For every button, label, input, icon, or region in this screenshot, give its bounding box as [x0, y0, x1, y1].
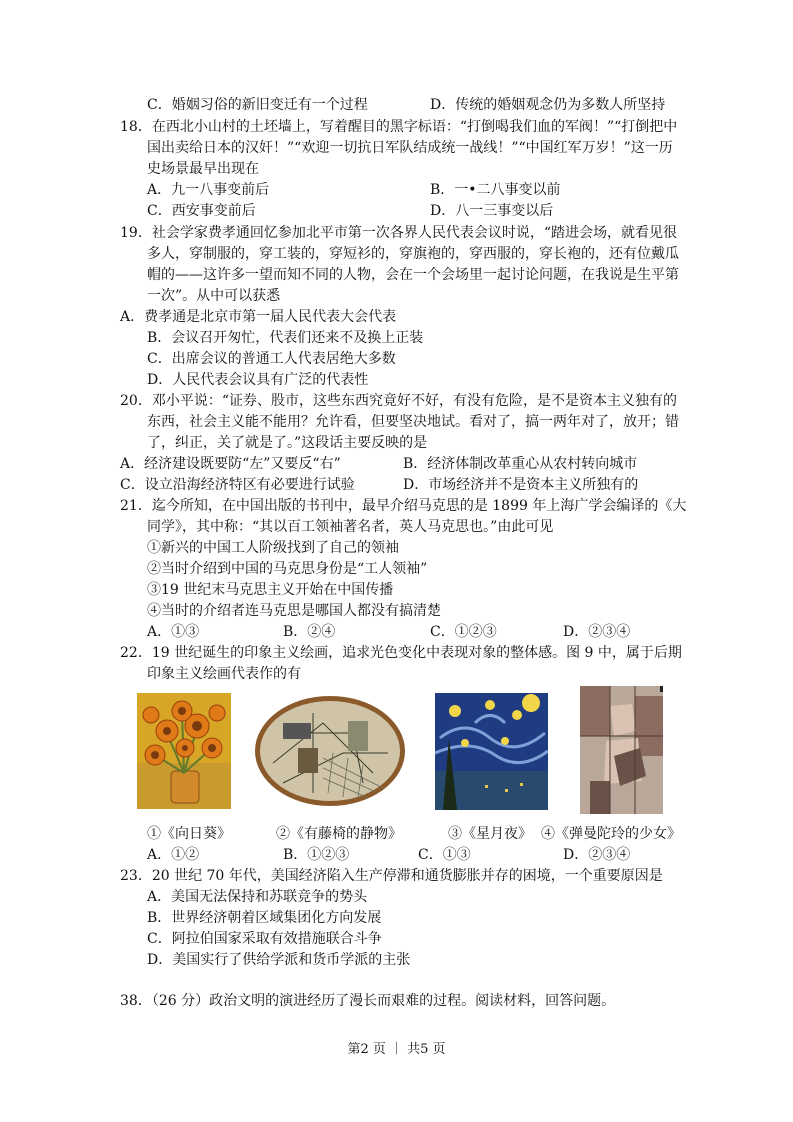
q22-caption-4: ④《弹曼陀玲的少女》: [541, 826, 681, 842]
q22-option-b: B．①②③: [283, 847, 350, 863]
q18-option-c: C．西安事变前后: [147, 203, 256, 219]
q21-option-a: A．①③: [147, 624, 200, 640]
still-life-chair-caning-painting: [253, 693, 408, 810]
q19-stem-line-1: 19．社会学家费孝通回忆参加北平市第一次各界人民代表会议时说，“踏进会场，就看见很: [120, 225, 677, 241]
q20-stem-line-1: 20．邓小平说：“证券、股市，这些东西究竟好不好，有没有危险，是不是资本主义独有的: [120, 393, 677, 409]
q20-option-a: A．经济建设既要防“左”又要反“右”: [120, 456, 341, 472]
q23-option-d: D．美国实行了供给学派和货币学派的主张: [147, 952, 411, 968]
q19-option-c: C．出席会议的普通工人代表居绝大多数: [147, 351, 396, 367]
q22-caption-3: ③《星月夜》: [448, 826, 532, 842]
q20-stem-line-2: 东西，社会主义能不能用？允许看，但要坚决地试。看对了，搞一两年对了，放开；错: [147, 414, 679, 430]
q19-stem-line-2: 多人，穿制服的，穿工装的，穿短衫的，穿旗袍的，穿西服的，穿长袍的，还有位戴瓜: [147, 246, 679, 262]
q17-option-d: D．传统的婚姻观念仍为多数人所坚持: [430, 97, 666, 113]
q19-option-a: A．费孝通是北京市第一届人民代表大会代表: [120, 309, 397, 325]
q18-stem-line-3: 史场景最早出现在: [147, 161, 259, 177]
q23-option-c: C．阿拉伯国家采取有效措施联合斗争: [147, 931, 382, 947]
q18-option-d: D．八一三事变以后: [430, 203, 554, 219]
q19-option-d: D．人民代表会议具有广泛的代表性: [147, 372, 369, 388]
q21-option-b: B．②④: [283, 624, 336, 640]
q18-stem-line-1: 18．在西北小山村的土坯墙上，写着醒目的黑字标语：“打倒喝我们血的军阀！”“打倒把中: [120, 119, 678, 135]
q22-option-d: D．②③④: [563, 847, 631, 863]
q19-stem-line-3: 帽的——这许多一望而知不同的人物，会在一个会场里一起讨论问题，在我说是生平第: [147, 267, 679, 283]
q38-stem-line-1: 38．（26 分）政治文明的演进经历了漫长而艰难的过程。阅读材料，回答问题。: [120, 993, 616, 1009]
q18-stem-line-2: 国出卖给日本的汉奸！”“欢迎一切抗日军队结成统一战线！”“中国红军万岁！”这一历: [147, 140, 673, 156]
q23-option-a: A．美国无法保持和苏联竞争的势头: [147, 889, 368, 905]
q18-option-b: B．一•二八事变以前: [430, 182, 561, 198]
q21-option-d: D．②③④: [563, 624, 631, 640]
q22-option-c: C．①③: [418, 847, 471, 863]
q21-item-2: ②当时介绍到中国的马克思身份是“工人领袖”: [147, 561, 428, 577]
q20-option-d: D．市场经济并不是资本主义所独有的: [403, 477, 639, 493]
q22-caption-2: ②《有藤椅的静物》: [276, 826, 402, 842]
q19-option-b: B．会议召开匆忙，代表们还来不及换上正装: [147, 330, 424, 346]
q18-option-a: A．九一八事变前后: [147, 182, 270, 198]
starry-night-painting: [435, 693, 548, 810]
q19-stem-line-4: 一次”。从中可以获悉: [147, 288, 281, 304]
q21-stem-line-2: 同学》，其中称：“其以百工领袖著名者，英人马克思也。”由此可见: [147, 519, 554, 535]
q22-stem-line-1: 22．19 世纪诞生的印象主义绘画，追求光色变化中表现对象的整体感。图 9 中，属于后期: [120, 645, 682, 661]
q17-option-c: C．婚姻习俗的新旧变迁有一个过程: [147, 97, 368, 113]
q22-option-a: A．①②: [147, 847, 200, 863]
q23-option-b: B．世界经济朝着区域集团化方向发展: [147, 910, 382, 926]
q20-option-c: C．设立沿海经济特区有必要进行试验: [120, 477, 355, 493]
q23-stem-line-1: 23．20 世纪 70 年代，美国经济陷入生产停滞和通货膨胀并存的困境，一个重要原因是: [120, 868, 663, 884]
q22-stem-line-2: 印象主义绘画代表作的有: [147, 666, 301, 682]
q20-option-b: B．经济体制改革重心从农村转向城市: [403, 456, 638, 472]
sunflowers-painting: [137, 693, 231, 809]
q22-caption-1: ①《向日葵》: [147, 826, 231, 842]
q21-option-c: C．①②③: [430, 624, 497, 640]
q20-stem-line-3: 了，纠正，关了就是了。”这段话主要反映的是: [147, 435, 428, 451]
girl-with-mandolin-painting: [580, 686, 663, 814]
q21-item-1: ①新兴的中国工人阶级找到了自己的领袖: [147, 540, 399, 556]
q21-item-4: ④当时的介绍者连马克思是哪国人都没有搞清楚: [147, 603, 441, 619]
q21-stem-line-1: 21．迄今所知，在中国出版的书刊中，最早介绍马克思的是 1899 年上海广学会编译的《大: [120, 498, 687, 514]
page-number: 第2 页 ｜ 共5 页: [347, 1042, 446, 1057]
q21-item-3: ③19 世纪末马克思主义开始在中国传播: [147, 582, 394, 598]
